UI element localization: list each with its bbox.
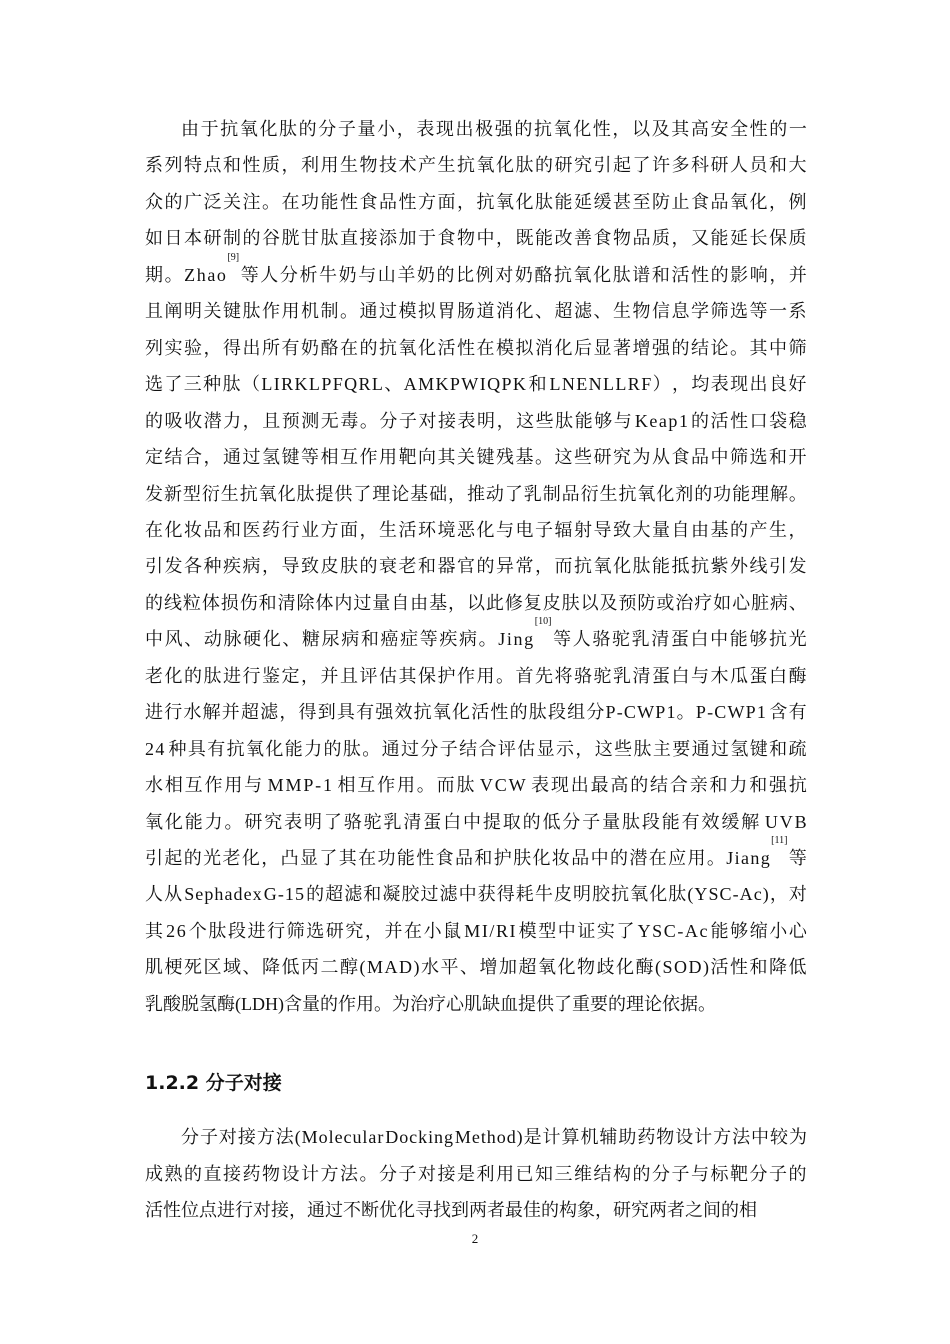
text-line: 成 熟 的 直 接 药 物 设 计 方 法 。 分 子 对 接 是 利 用 已 知 三 维 结 构 的 分 子 与 标 靶 分 子 的 xyxy=(145,1163,807,1184)
page-number: 2 xyxy=(471,1231,479,1246)
text-line: 进 行 水 解 并 超 滤 ， 得 到 具 有 强 效 抗 氧 化 活 性 的 肽 段 组 分 P - C W P 1 。 P - C W P 1 含 有 xyxy=(145,702,807,723)
text-line: 活 性 位 点 进 行 对 接 ， 通 过 不 断 优 化 寻 找 到 两 者 最 佳 的 构 象 ， 研 究 两 者 之 间 的 相 xyxy=(145,1200,757,1220)
text-line: 肌 梗 死 区 域 、 降 低 丙 二 醇 ( M A D ) 水 平 、 增 加 超 氧 化 物 歧 化 酶 ( S O D ) 活 性 和 降 低 xyxy=(145,957,807,978)
text-line: 乳 酸 脱 氢 酶 ( L D H ) 含 量 的 作 用 。 为 治 疗 心 肌 缺 血 提 供 了 重 要 的 理 论 依 据 。 xyxy=(145,993,716,1014)
text-line: 老 化 的 肽 进 行 鉴 定 ， 并 且 评 估 其 保 护 作 用 。 首 先 将 骆 驼 乳 清 蛋 白 与 木 瓜 蛋 白 酶 xyxy=(145,665,807,686)
text-line: 期 。 Z h a o [9] 等 人 分 析 牛 奶 与 山 羊 奶 的 比 例 对 奶 酪 抗 氧 化 肽 谱 和 活 性 的 影 响 ， 并 xyxy=(145,258,807,292)
citation-ref: [11] xyxy=(771,835,788,846)
text-line: 的 线 粒 体 损 伤 和 清 除 体 内 过 量 自 由 基 ， 以 此 修 复 皮 肤 以 及 预 防 或 治 疗 如 心 脏 病 、 xyxy=(145,592,807,613)
text-line: 氧 化 能 力 。 研 究 表 明 了 骆 驼 乳 清 蛋 白 中 提 取 的 低 分 子 量 肽 段 能 有 效 缓 解 U V B xyxy=(145,811,807,832)
text-line: 中 风 、 动 脉 硬 化 、 糖 尿 病 和 癌 症 等 疾 病 。 J i n g [10] 等 人 骆 驼 乳 清 蛋 白 中 能 够 抗 光 xyxy=(145,622,807,656)
text-line: 水 相 互 作 用 与 M M P - 1 相 互 作 用 。 而 肽 V C W 表 现 出 最 高 的 结 合 亲 和 力 和 强 抗 xyxy=(145,775,807,796)
text-line: 在 化 妆 品 和 医 药 行 业 方 面 ， 生 活 环 境 恶 化 与 电 子 辐 射 导 致 大 量 自 由 基 的 产 生 ， xyxy=(145,519,807,540)
text-line: 如 日 本 研 制 的 谷 胱 甘 肽 直 接 添 加 于 食 物 中 ， 既 能 改 善 食 物 品 质 ， 又 能 延 长 保 质 xyxy=(145,228,807,249)
text-line: 由 于 抗 氧 化 肽 的 分 子 量 小 ， 表 现 出 极 强 的 抗 氧 化 性 ， 以 及 其 高 安 全 性 的 一 xyxy=(181,119,807,139)
section-heading: 1.2.2 分子对接 xyxy=(145,1072,282,1094)
text-line: 人 从 S e p h a d e x G - 1 5 的 超 滤 和 凝 胶 过 滤 中 获 得 耗 牛 皮 明 胶 抗 氧 化 肽 ( Y S C - A c ) ， 对 xyxy=(145,884,807,905)
text-line: 选 了 三 种 肽 （ L I R K L P F Q R L 、 A M K P W I Q P K 和 L N E N L L R F ） ， 均 表 现 出 良 好 xyxy=(145,374,807,395)
text-line: 引 起 的 光 老 化 ， 凸 显 了 其 在 功 能 性 食 品 和 护 肤 化 妆 品 中 的 潜 在 应 用 。 J i a n g [11] 等 xyxy=(145,841,807,875)
text-line: 2 4 种 具 有 抗 氧 化 能 力 的 肽 。 通 过 分 子 结 合 评 估 显 示 ， 这 些 肽 主 要 通 过 氢 键 和 疏 xyxy=(145,738,807,759)
text-line: 其 2 6 个 肽 段 进 行 筛 选 研 究 ， 并 在 小 鼠 M I / R I 模 型 中 证 实 了 Y S C - A c 能 够 缩 小 心 xyxy=(145,920,807,941)
text-line: 且 阐 明 关 键 肽 作 用 机 制 。 通 过 模 拟 胃 肠 道 消 化 、 超 滤 、 生 物 信 息 学 筛 选 等 一 系 xyxy=(145,301,807,322)
text-line: 引 发 各 种 疾 病 ， 导 致 皮 肤 的 衰 老 和 器 官 的 异 常 ， 而 抗 氧 化 肽 能 抵 抗 紫 外 线 引 发 xyxy=(145,556,807,577)
citation-ref: [10] xyxy=(534,616,552,628)
text-line: 列 实 验 ， 得 出 所 有 奶 酪 在 的 抗 氧 化 活 性 在 模 拟 消 化 后 显 著 增 强 的 结 论 。 其 中 筛 xyxy=(145,337,807,358)
text-line: 定 结 合 ， 通 过 氢 键 等 相 互 作 用 靶 向 其 关 键 残 基 。 这 些 研 究 为 从 食 品 中 筛 选 和 开 xyxy=(145,447,807,468)
text-line: 系 列 特 点 和 性 质 ， 利 用 生 物 技 术 产 生 抗 氧 化 肽 的 研 究 引 起 了 许 多 科 研 人 员 和 大 xyxy=(145,155,807,176)
text-line: 发 新 型 衍 生 抗 氧 化 肽 提 供 了 理 论 基 础 ， 推 动 了 乳 制 品 衍 生 抗 氧 化 剂 的 功 能 理 解 。 xyxy=(145,483,807,504)
text-line: 的 吸 收 潜 力 ， 且 预 测 无 毒 。 分 子 对 接 表 明 ， 这 些 肽 能 够 与 K e a p 1 的 活 性 口 袋 稳 xyxy=(145,410,807,431)
citation-ref: [9] xyxy=(227,251,240,263)
text-line: 众 的 广 泛 关 注 。 在 功 能 性 食 品 性 方 面 ， 抗 氧 化 肽 能 延 缓 甚 至 防 止 食 品 氧 化 ， 例 xyxy=(145,191,807,212)
text-line: 分 子 对 接 方 法 ( M o l e c u l a r D o c k i n g M e t h o d ) 是 计 算 机 辅 助 药 物 设 计 方 法 中 较 为 xyxy=(181,1127,807,1147)
